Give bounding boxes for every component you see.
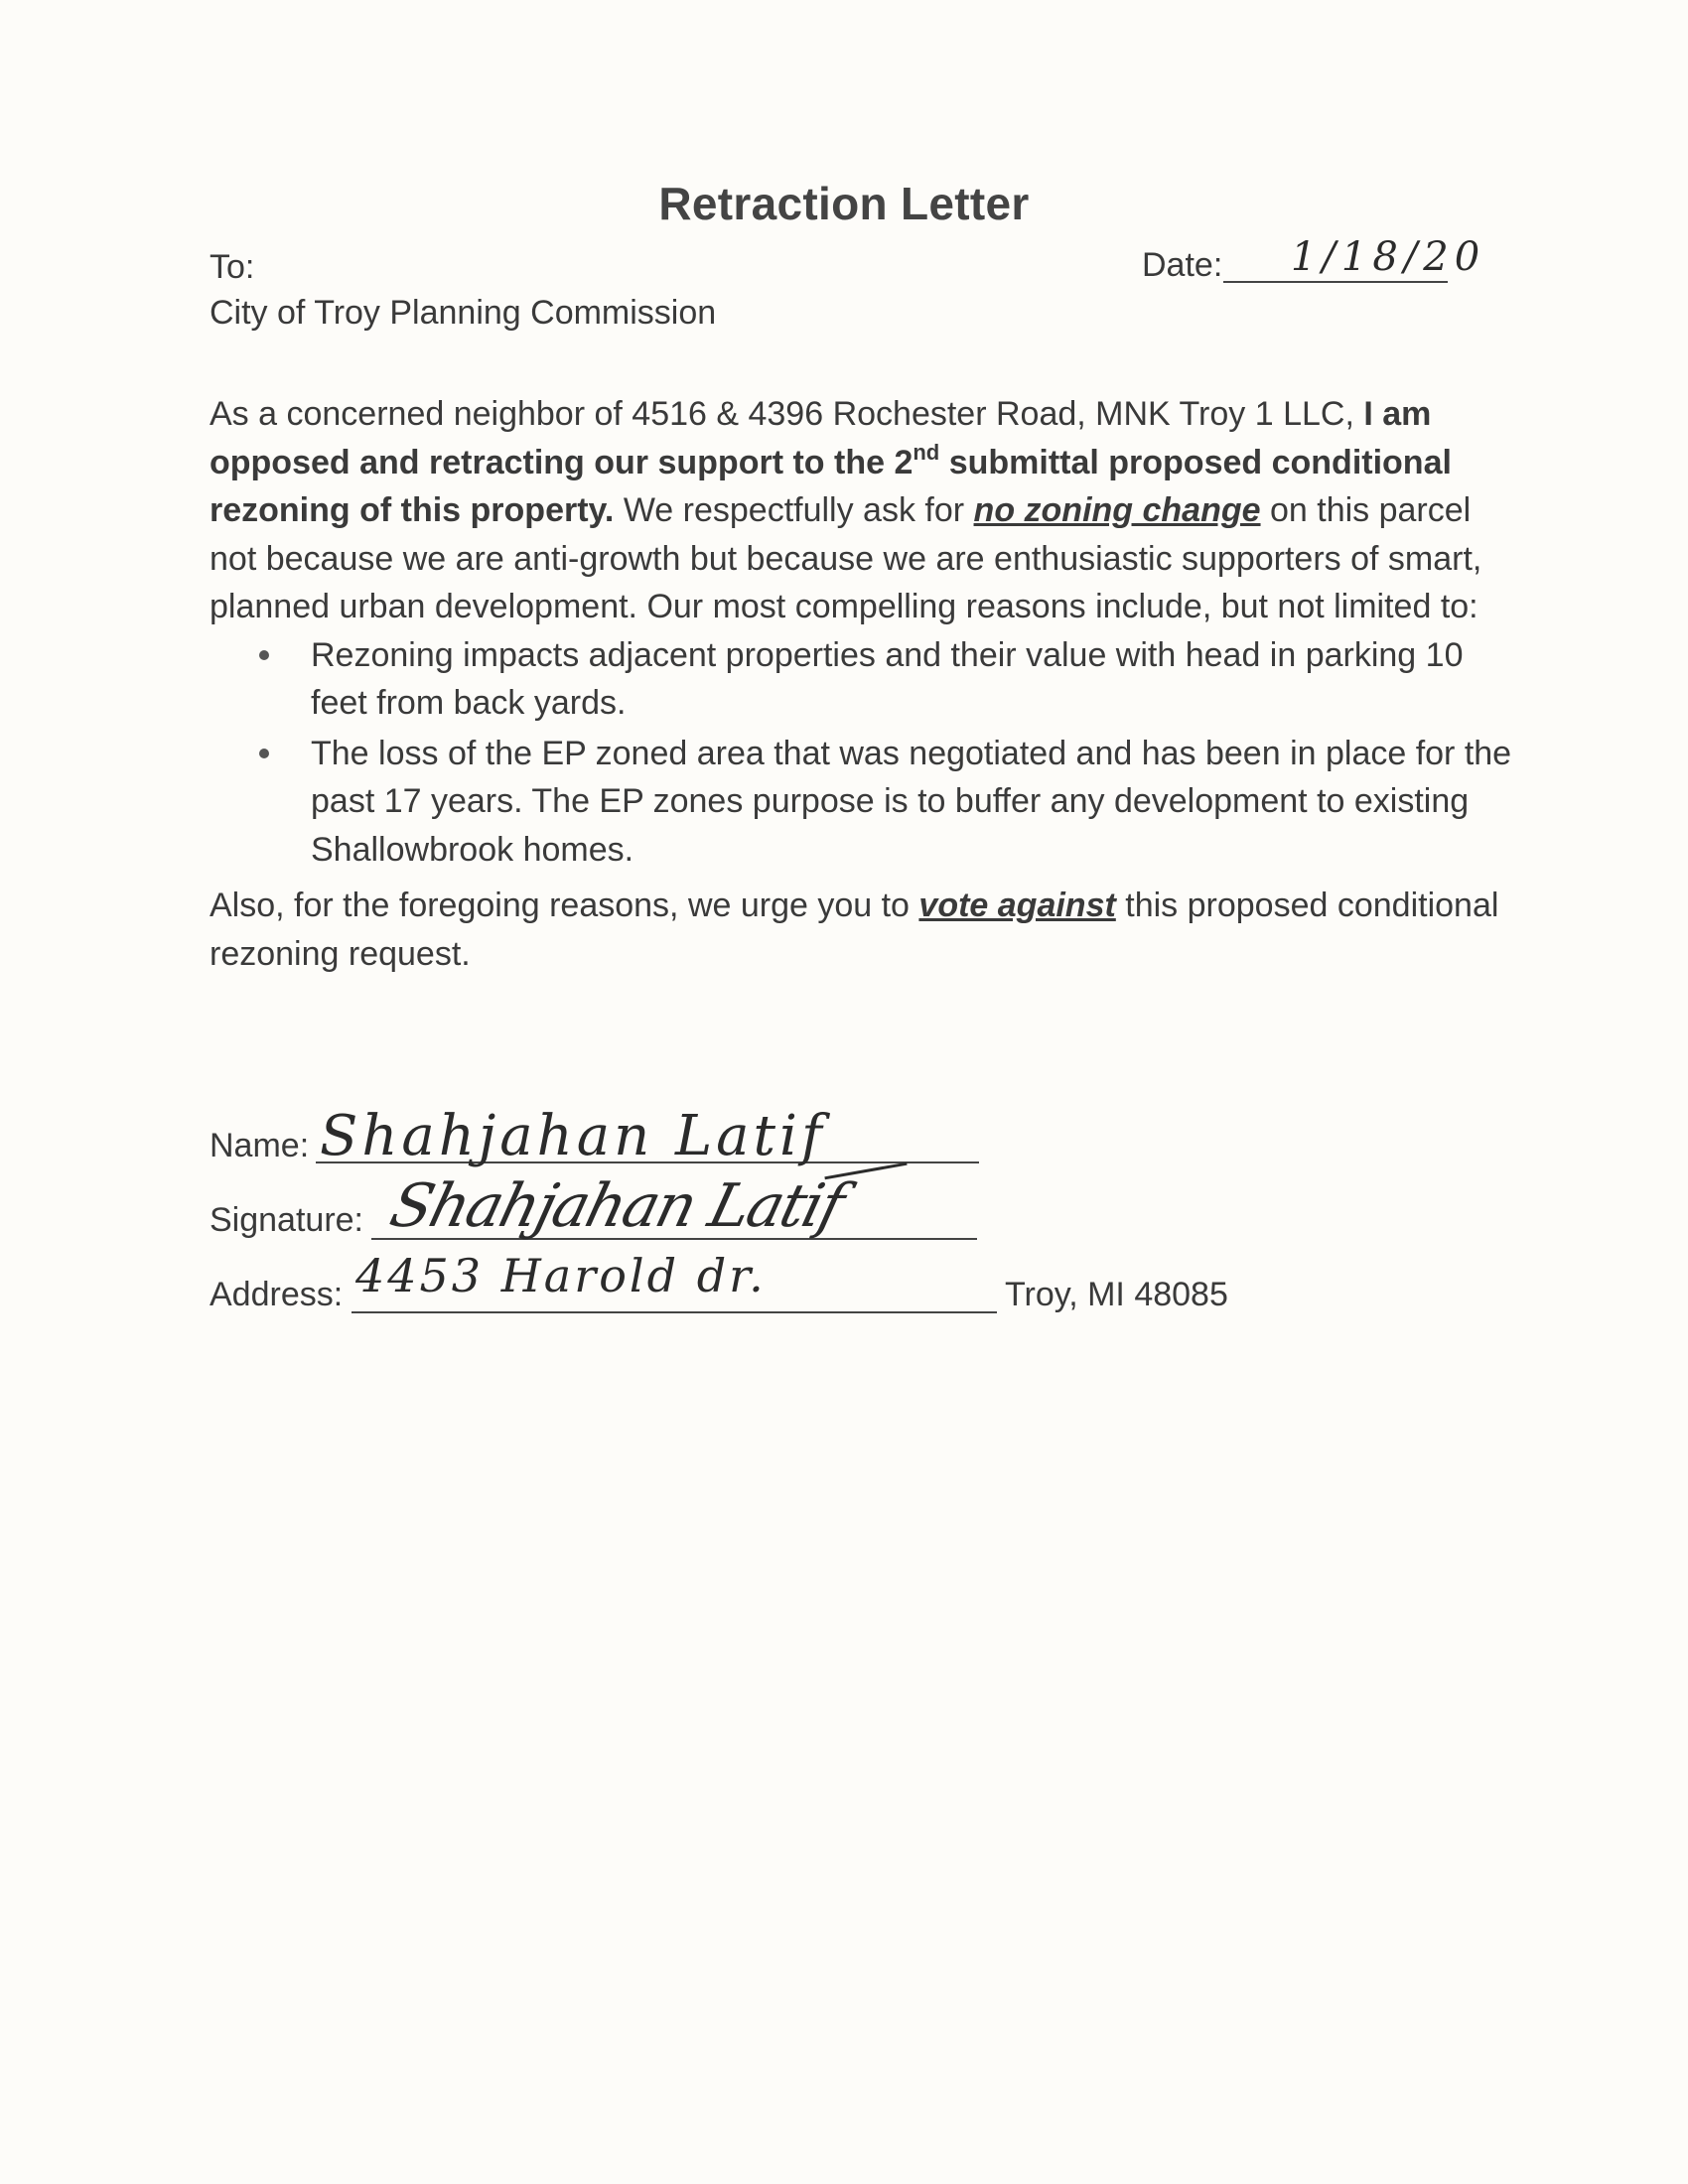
signature-label: Signature:	[210, 1201, 363, 1239]
reasons-text: on this parcel not because we are anti-growth but because we are enthusiastic supporters of smart, planned urban development. Our most compelling reasons include, but not limited to:	[210, 491, 1482, 625]
name-handwritten: Shahjahan Latif	[320, 1104, 826, 1168]
date-label: Date:	[1142, 246, 1223, 284]
ordinal-suffix: nd	[913, 439, 940, 465]
request-text: We respectfully ask for	[614, 491, 974, 529]
address-label: Address:	[210, 1276, 344, 1313]
date-handwritten: 1/18/20	[1291, 234, 1486, 280]
list-item: The loss of the EP zoned area that was negotiated and has been in place for the past 17 years. The EP zones purpose is to buffer any development to existing Shallowbrook homes.	[210, 730, 1520, 875]
bullet-icon	[259, 650, 269, 660]
bullet-icon	[259, 749, 269, 758]
date-line	[1223, 281, 1448, 283]
vote-against-emphasis: vote against	[918, 887, 1116, 924]
address-line	[352, 1311, 997, 1313]
city-state-zip: Troy, MI 48085	[1005, 1276, 1228, 1313]
opposition-statement: I am opposed and retracting our support to the 2nd submittal proposed conditional rezoning of this property.	[210, 395, 1452, 529]
to-label: To:	[210, 248, 255, 286]
reasons-list	[210, 631, 1520, 875]
letter-title: Retraction Letter	[658, 178, 1030, 229]
letter-body	[210, 390, 1520, 978]
name-label: Name:	[210, 1127, 310, 1164]
recipient: City of Troy Planning Commission	[210, 294, 717, 332]
signature-handwritten: Shahjahan Latif	[383, 1171, 850, 1241]
address-handwritten: 4453 Harold dr.	[355, 1249, 767, 1302]
intro-text: As a concerned neighbor of 4516 & 4396 Rochester Road, MNK Troy 1 LLC,	[210, 395, 1354, 433]
main-paragraph	[210, 390, 1520, 631]
closing-paragraph: Also, for the foregoing reasons, we urge you to vote against this proposed conditional rezoning request.	[210, 887, 1499, 973]
list-item: Rezoning impacts adjacent properties and their value with head in parking 10 feet from back yards.	[210, 631, 1520, 728]
no-zoning-change-emphasis: no zoning change	[973, 491, 1261, 529]
